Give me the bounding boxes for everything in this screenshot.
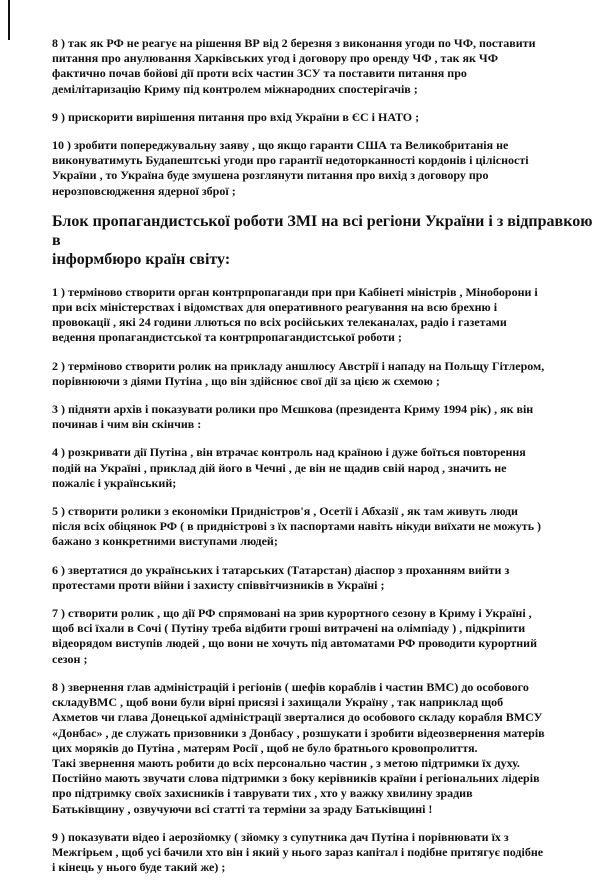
paragraph-item-10: 10 ) зробити попереджувальну заяву , що якщо гаранти США та Великобританія не виконуватимуть Будапештські угоди про гарантії недоторканності кордонів і цілісності України , то Україна буде змушена розглянути питання про вихід з договору про нерозповсюдження ядерної зброї ; [52, 138, 529, 198]
paragraph-point-5: 5 ) створити ролики з економіки Придністров'я , Осетії і Абхазії , як там живуть люди після всіх обіцянок РФ ( в придністрові з їх паспортами навіть нікуди виїхати не можуть ) бажано з конкретними виступами людей; [52, 504, 542, 549]
paragraph-point-2: 2 ) терміново створити ролик на прикладу аншлюсу Австрії і нападу на Польщу Гітлером, порівнюючи з діями Путіна , що він здійснює свої дії за цією ж схемою ; [52, 358, 545, 388]
paragraph-point-1: 1 ) терміново створити орган контрпропаганди при при Кабінеті міністрів , Міноборони і при всіх міністерствах і відомствах для оперативного реагування на всю брехню і провокації , які 24 години ллються по всіх російських телеканалах, радіо і газетами ведення пропагандистської та контрпропагандистської роботи ; [52, 284, 538, 345]
paragraph-item-9: 9 ) прискорити вирішення питання про вхід України в ЄС і НАТО ; [52, 109, 420, 124]
paragraph-point-3: 3 ) підняти архів і показувати ролики про Мєшкова (президента Криму 1994 рік) , як він починав і чим він скінчив : [52, 402, 534, 432]
paragraph-point-7: 7 ) створити ролик , що дії РФ спрямовані на зрив курортного сезону в Криму і Україні , щоб всі їхали в Сочі ( Путіну треба відбити гроші витрачені на олімпіаду ) , підкріпити відеорядом виступів людей , що вони не хочуть під автоматами РФ проводити курортний сезон ; [52, 606, 537, 666]
paragraph-point-4: 4 ) розкривати дії Путіна , він втрачає контроль над країною і дуже боїться повторення подій на Україні , приклад дій його в Чечні , де він не щадив свій народ , значить не пожаліє і український; [52, 445, 526, 490]
paragraph-point-8: 8 ) звернення глав адміністрацій і регіонів ( шефів кораблів і частин ВМС) до особового складуВМС , щоб вони були вірні присязі і захищали Україну , так наприклад щоб Ахметов чи глава Донецької адміністрації зверталися до особового складу корабля ВМСУ «Донбас» , де служать призовники з Донбасу , розшукати і зробити відеозвернення матерів цих моряків до Путіна , матерям Росії , щоб не було братнього кровопролиття. Такі звернення мають робити до всіх персонально частин , з метою підтримки їх духу. Постійно мають звучати слова підтримки з боку керівників країни і регіональних лідерів про підтримку своїх захисників і таврувати тих , хто у важку хвилину зрадив Батьківщину , озвучуючи всі статті та терміни за зраду Батьківщині ! [52, 679, 545, 816]
paragraph-item-8: 8 ) так як РФ не реагує на рішення ВР від 2 березня з виконання угоди по ЧФ, поставити питання про анулювання Харківських угод і договору про оренду ЧФ , так як ЧФ фактично почав бойові дії проти всіх частин ЗСУ та поставити питання про демілітаризацію Криму під контролем міжнародних спостерігачів ; [52, 36, 536, 96]
paragraph-point-6: 6 ) звертатися до українських і татарських (Татарстан) діаспор з проханням вийти з протестами проти війни і захисту співвітчизників в Україні ; [52, 562, 510, 592]
margin-mark [8, 0, 10, 40]
paragraph-point-9: 9 ) показувати відео і аерозйомку ( зйомку з супутника дач Путіна і порівнювати їх з Межгірьем , щоб усі бачили хто він і який у нього зараз капітал і подібне притягує подібне і кінець у нього буде такий же) ; [52, 829, 544, 875]
section-heading: Блок пропагандистської роботи ЗМІ на всі регіони України і з відправкою в інформбюро країн світу: [52, 212, 593, 268]
document-page [52, 36, 600, 888]
